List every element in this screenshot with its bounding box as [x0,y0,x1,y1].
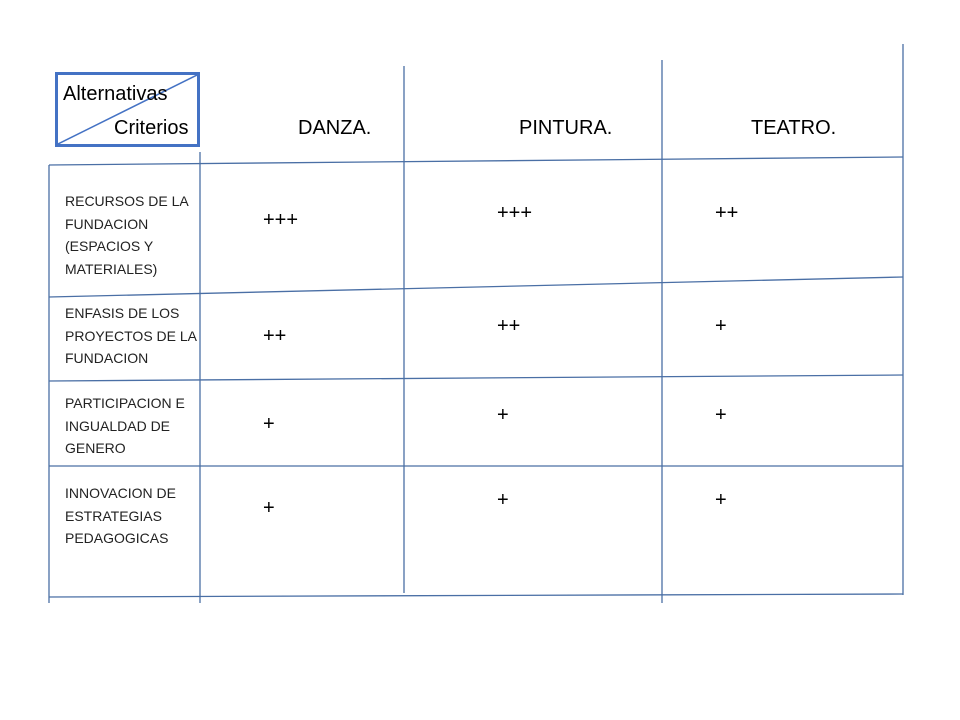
column-header-pintura: PINTURA. [519,117,613,139]
rating-cell: +++ [263,209,299,231]
rating-cell: + [263,413,275,435]
column-header-teatro: TEATRO. [751,117,837,139]
rating-cell: + [715,315,727,337]
grid-hline [49,157,903,165]
grid-hline [49,594,903,597]
rating-cell: +++ [497,202,533,224]
grid-hline [49,277,903,297]
rating-cell: + [715,404,727,426]
rating-cell: + [497,489,509,511]
rating-cell: ++ [715,202,739,224]
criteria-header: Criterios [114,117,189,139]
column-header-danza: DANZA. [298,117,372,139]
rating-cell: + [715,489,727,511]
rating-cell: + [497,404,509,426]
rating-cell: ++ [263,325,287,347]
grid-hline [49,375,903,381]
criterion-label-innovation: INNOVACION DE ESTRATEGIAS PEDAGOGICAS [65,485,176,546]
alternatives-header: Alternativas [63,83,168,105]
rating-cell: ++ [497,315,521,337]
rating-cell: + [263,497,275,519]
criterion-label-participation: PARTICIPACION E INGUALDAD DE GENERO [65,395,185,456]
criterion-label-emphasis: ENFASIS DE LOS PROYECTOS DE LA FUNDACION [65,305,197,366]
criterion-label-resources: RECURSOS DE LA FUNDACION (ESPACIOS Y MATERIALES) [65,193,188,277]
